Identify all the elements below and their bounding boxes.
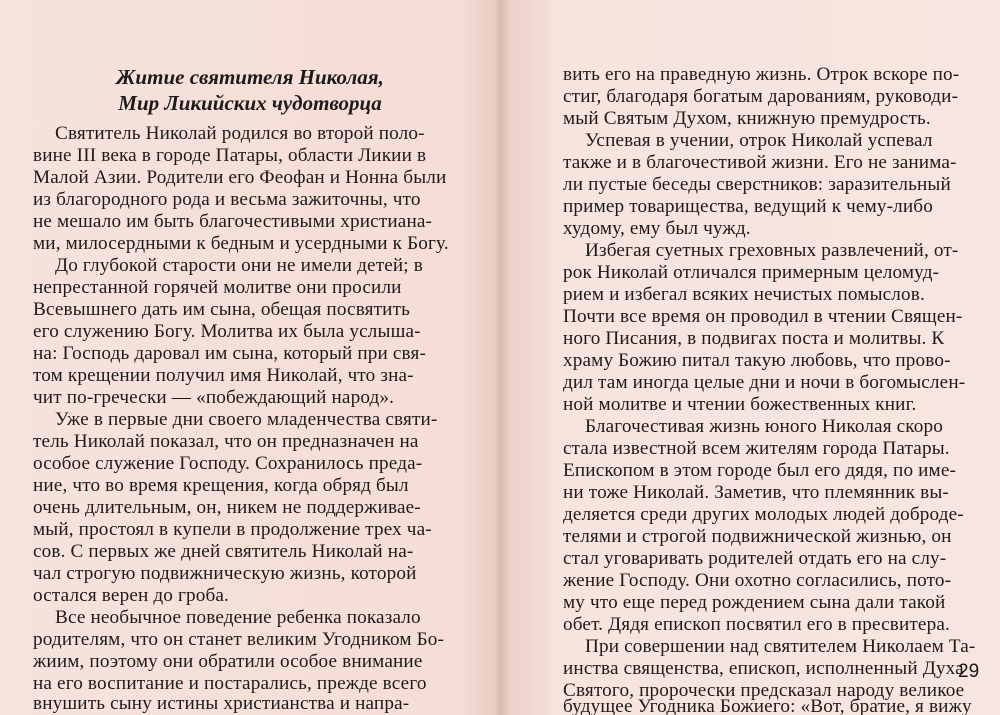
text-line: также и в благочестивой жизни. Его не занима- <box>563 152 957 173</box>
text-line: особое служение Господу. Сохранилось преда- <box>33 453 423 474</box>
text-line: стал уговаривать родителей отдать его на слу- <box>563 548 947 569</box>
text-line: на: Господь даровал им сына, который при свя- <box>33 343 427 364</box>
text-line: жение Господу. Они охотно согласились, пото- <box>563 570 952 591</box>
text-line: Малой Азии. Родители его Феофан и Нонна были <box>33 167 447 188</box>
text-line: стиг, благодаря богатым дарованиям, руководи- <box>563 86 959 107</box>
text-line: ми, милосердными к бедным и усердными к Богу. <box>33 233 449 254</box>
text-line: му что еще перед рождением сына дали такой <box>563 592 946 613</box>
text-line: ной молитве и чтении божественных книг. <box>563 394 917 415</box>
text-line: Успевая в учении, отрок Николай успевал <box>585 130 933 151</box>
text-line: стала известной всем жителям города Патары. <box>563 438 950 459</box>
text-line: внушить сыну истины христианства и напра- <box>33 693 410 714</box>
text-line: чит по-гречески — «побеждающий народ». <box>33 387 395 408</box>
text-line: вить его на праведную жизнь. Отрок вскоре по- <box>563 64 960 85</box>
text-line: Всевышнего дать им сына, обещая посвятить <box>33 299 411 320</box>
text-line: сов. С первых же дней святитель Николай на- <box>33 541 414 562</box>
text-line: худому, ему был чужд. <box>563 218 751 239</box>
right-page <box>500 0 1000 715</box>
text-line: непрестанной горячей молитве они просили <box>33 277 402 298</box>
text-line: тель Николай показал, что он предназначен на <box>33 431 419 452</box>
text-line: чал строгую подвижническую жизнь, которой <box>33 563 417 584</box>
text-line: Благочестивая жизнь юного Николая скоро <box>585 416 944 437</box>
text-line: Святитель Николай родился во второй поло- <box>55 123 425 144</box>
text-line: До глубокой старости они не имели детей; в <box>55 255 423 276</box>
text-line: родителям, что он станет великим Угодником Бо- <box>33 629 445 650</box>
text-line: будущее Угодника Божиего: «Вот, братие, я вижу <box>563 696 972 715</box>
text-line: храму Божию питал такую любовь, что прово- <box>563 350 951 371</box>
page-number: 29 <box>958 661 980 682</box>
text-line: рием и избегал всяких нечистых помыслов. <box>563 284 925 305</box>
text-line: ние, что во время крещения, когда обряд был <box>33 475 409 496</box>
text-line: ни тоже Николай. Заметив, что племянник вы- <box>563 482 949 503</box>
text-line: остался верен до гроба. <box>33 585 229 606</box>
text-line: его служению Богу. Молитва их была услыша- <box>33 321 421 342</box>
text-line: очень длительным, он, никем не поддерживае- <box>33 497 421 518</box>
text-line: жиим, поэтому они обратили особое внимание <box>33 651 423 672</box>
chapter-title-line-1: Житие святителя Николая, <box>116 65 384 89</box>
text-line: из благородного рода и весьма зажиточны, что <box>33 189 421 210</box>
text-line: Святого, пророчески предсказал народу великое <box>563 680 965 701</box>
text-line: ного Писания, в подвигах поста и молитвы. К <box>563 328 945 349</box>
text-line: на его воспитание и постарались, прежде всего <box>33 673 427 694</box>
text-line: пример товарищества, ведущий к чему-либо <box>563 196 933 217</box>
text-line: мый Святым Духом, книжную премудрость. <box>563 108 931 129</box>
text-line: ли пустые беседы сверстников: заразительный <box>563 174 951 195</box>
text-line: деляется среди других молодых людей доброде- <box>563 504 964 525</box>
text-line: инства священства, епископ, исполненный Духа <box>563 658 964 679</box>
text-line: вине III века в городе Патары, области Ликии в <box>33 145 427 166</box>
text-line: мый, простоял в купели в продолжение трех ча- <box>33 519 432 540</box>
text-line: телями и строгой подвижнической жизнью, он <box>563 526 952 547</box>
text-line: рок Николай отличался примерным целомуд- <box>563 262 940 283</box>
text-line: том крещении получил имя Николай, что зна- <box>33 365 414 386</box>
text-line: Почти все время он проводил в чтении Священ- <box>563 306 963 327</box>
text-line: При совершении над святителем Николаем Та- <box>585 636 976 657</box>
text-line: Епископом в этом городе был его дядя, по име- <box>563 460 957 481</box>
text-line: Избегая суетных греховных развлечений, от- <box>585 240 959 261</box>
text-line: не мешало им быть благочестивыми христиана- <box>33 211 433 232</box>
text-line: дил там иногда целые дни и ночи в богомыслен- <box>563 372 966 393</box>
text-line: Уже в первые дни своего младенчества святи- <box>55 409 438 430</box>
chapter-title-line-2: Мир Ликийских чудотворца <box>118 91 382 115</box>
text-line: Все необычное поведение ребенка показало <box>55 607 421 628</box>
text-line: обет. Дядя епископ посвятил его в пресвитера. <box>563 614 950 635</box>
